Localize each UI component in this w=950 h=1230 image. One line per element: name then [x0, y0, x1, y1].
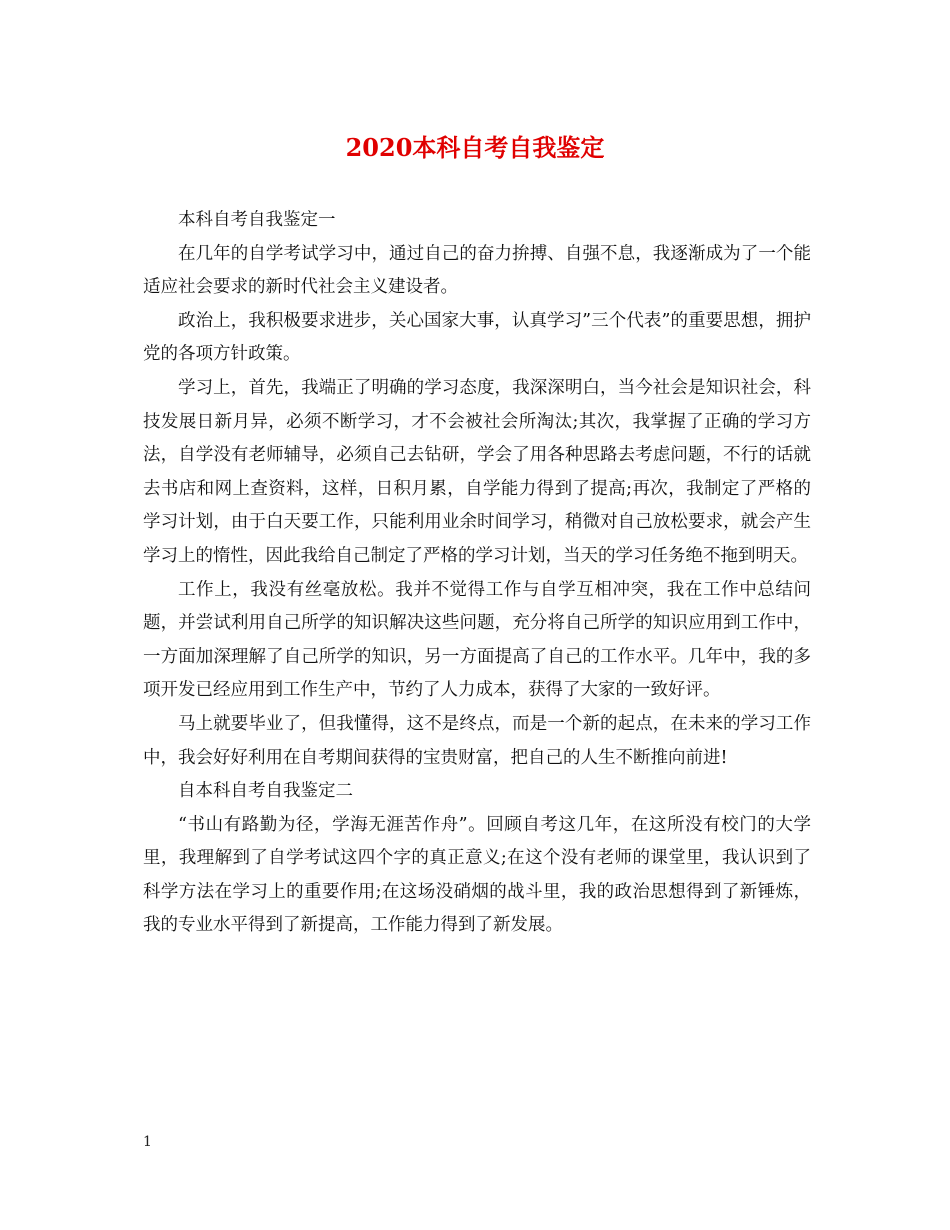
paragraph-politics: 政治上，我积极要求进步，关心国家大事，认真学习”三个代表”的重要思想，拥护党的各项方针政策。	[143, 310, 811, 365]
section-heading-1: 本科自考自我鉴定一	[178, 210, 336, 230]
paragraph-intro: 在几年的自学考试学习中，通过自己的奋力拚搏、自强不息，我逐渐成为了一个能适应社会要求的新时代社会主义建设者。	[143, 243, 811, 298]
paragraph-study: 学习上，首先，我端正了明确的学习态度，我深深明白，当今社会是知识社会，科技发展日新月异，必须不断学习，才不会被社会所淘汰;其次，我掌握了正确的学习方法，自学没有老师辅导，必须自己去钻研，学会了用各种思路去考虑问题，不行的话就去书店和网上查资料，这样，日积月累，自学能力得到了提高;再次，我制定了严格的学习计划，由于白天要工作，只能利用业余时间学习，稍微对自己放松要求，就会产生学习上的惰性，因此我给自己制定了严格的学习计划，当天的学习任务绝不拖到明天。	[143, 377, 811, 566]
paragraph-review: “书山有路勤为径，学海无涯苦作舟”。回顾自考这几年，在这所没有校门的大学里，我理解到了自学考试这四个字的真正意义;在这个没有老师的课堂里，我认识到了科学方法在学习上的重要作用;在这场没硝烟的战斗里，我的政治思想得到了新锤炼，我的专业水平得到了新提高，工作能力得到了新发展。	[143, 814, 811, 936]
section-heading-2: 自本科自考自我鉴定二	[178, 781, 353, 802]
paragraph-graduation: 马上就要毕业了，但我懂得，这不是终点，而是一个新的起点，在未来的学习工作中，我会好好利用在自考期间获得的宝贵财富，把自己的人生不断推向前进!	[143, 713, 811, 768]
page-number: 1	[143, 1134, 152, 1150]
paragraph-work: 工作上，我没有丝毫放松。我并不觉得工作与自学互相冲突，我在工作中总结问题，并尝试利用自己所学的知识解决这些问题，充分将自己所学的知识应用到工作中，一方面加深理解了自己所学的知识，另一方面提高了自己的工作水平。几年中，我的多项开发已经应用到工作生产中，节约了人力成本，获得了大家的一致好评。	[143, 579, 811, 701]
document-title: 2020本科自考自我鉴定	[345, 133, 605, 162]
document-body	[143, 204, 811, 943]
